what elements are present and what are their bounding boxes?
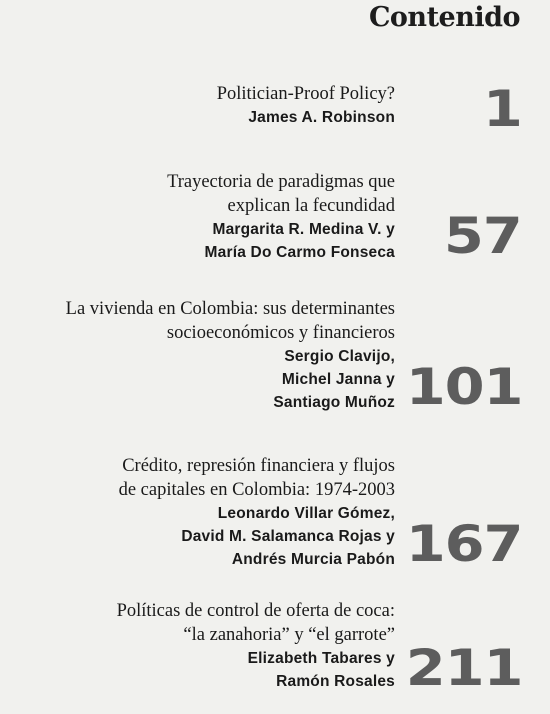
article-title: explican la fecundidad xyxy=(227,196,395,216)
article-author: Ramón Rosales xyxy=(276,673,395,690)
article-author: Sergio Clavijo, xyxy=(284,348,395,365)
article-author: Andrés Murcia Pabón xyxy=(231,551,395,568)
article-title: Politician-Proof Policy? xyxy=(216,84,395,104)
page-number: 57 xyxy=(444,207,522,265)
toc-entry-3 xyxy=(66,297,395,414)
article-author: David M. Salamanca Rojas y xyxy=(181,528,395,545)
article-author: James A. Robinson xyxy=(248,109,395,126)
article-author: Margarita R. Medina V. y xyxy=(212,221,395,238)
article-title: socioeconómicos y financieros xyxy=(166,323,395,343)
page-number: 1 xyxy=(483,80,522,138)
article-author: Santiago Muñoz xyxy=(273,394,395,411)
article-title: Trayectoria de paradigmas que xyxy=(167,172,395,192)
page-number: 167 xyxy=(405,515,522,573)
page-number: 211 xyxy=(405,639,522,697)
article-title: La vivienda en Colombia: sus determinantes xyxy=(65,299,395,319)
article-title: de capitales en Colombia: 1974-2003 xyxy=(118,480,395,500)
page-number: 101 xyxy=(405,358,522,416)
article-author: Leonardo Villar Gómez, xyxy=(217,505,395,522)
toc-entry-2 xyxy=(167,170,395,264)
toc-entry-1 xyxy=(217,82,395,129)
toc-entry-5 xyxy=(117,599,395,693)
article-title: “la zanahoria” y “el garrote” xyxy=(183,625,395,645)
article-title: Crédito, represión financiera y flujos xyxy=(122,456,395,476)
article-author: Michel Janna y xyxy=(281,371,395,388)
article-author: María Do Carmo Fonseca xyxy=(204,244,395,261)
toc-entry-4 xyxy=(119,454,395,571)
article-title: Políticas de control de oferta de coca: xyxy=(116,601,395,621)
page-title: Contenido xyxy=(368,2,520,33)
article-author: Elizabeth Tabares y xyxy=(247,650,395,667)
